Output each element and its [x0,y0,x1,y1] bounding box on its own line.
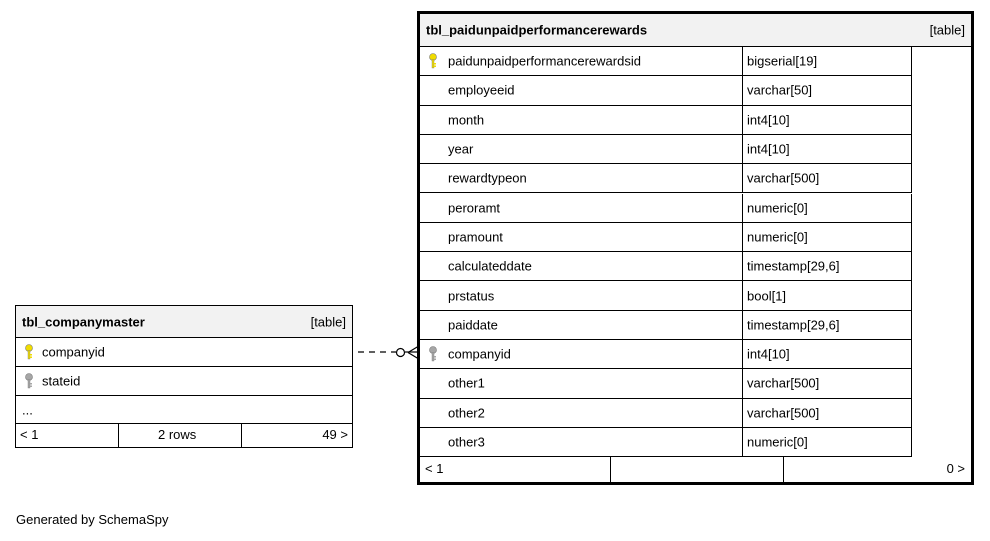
credit-text: Generated by SchemaSpy [16,512,169,527]
column-name: prstatus [448,288,495,304]
table-kind-label: [table] [310,314,346,329]
foreign-key-icon [428,346,438,362]
column-name: other3 [448,434,485,450]
column-row [420,252,912,281]
column-type: numeric[0] [747,434,808,450]
column-name: rewardtypeon [448,170,527,186]
column-divider [742,311,743,339]
column-name: other2 [448,405,485,421]
column-type: int4[10] [747,112,790,128]
column-name: year [448,141,474,157]
column-type: varchar[50] [747,82,813,98]
column-row [16,338,352,367]
column-name: paidunpaidperformancerewardsid [448,53,641,69]
column-row [420,340,912,369]
column-type: int4[10] [747,141,790,157]
column-type: timestamp[29,6] [747,317,840,333]
column-divider [742,399,743,427]
column-divider [742,106,743,134]
column-name: employeeid [448,82,515,98]
column-divider [742,223,743,251]
column-name: month [448,112,485,128]
column-row [420,399,912,428]
column-divider [742,135,743,163]
primary-key-icon [24,344,34,360]
column-row [420,106,912,135]
column-name: paiddate [448,317,498,333]
column-divider [742,164,743,192]
footer-next-link[interactable]: 49 > [322,427,348,442]
column-divider [742,428,743,456]
column-type: bigserial[19] [747,53,818,69]
table-header [420,14,971,47]
column-type: int4[10] [747,346,790,362]
column-divider [742,47,743,75]
column-name: other1 [448,375,485,391]
footer-next-link[interactable]: 0 > [946,461,965,476]
column-name: calculateddate [448,258,532,274]
column-row [420,311,912,340]
column-type: numeric[0] [747,229,808,245]
column-name: pramount [448,229,503,245]
column-row [16,367,352,396]
column-divider [742,252,743,280]
column-row [420,135,912,164]
column-divider [742,76,743,104]
more-columns-row [16,396,352,424]
column-row [420,223,912,252]
footer-prev-link[interactable]: < 1 [20,427,39,442]
column-row [420,281,912,310]
column-name: stateid [42,373,81,389]
table-name[interactable]: tbl_companymaster [22,314,145,329]
column-divider [742,281,743,309]
column-row [420,164,912,193]
foreign-key-icon [24,373,34,389]
primary-key-icon [428,53,438,69]
table-name[interactable]: tbl_paidunpaidperformancerewards [426,22,648,38]
footer-prev-link[interactable]: < 1 [425,461,444,476]
column-row [420,76,912,105]
column-row [420,194,912,223]
more-columns-ellipsis: ... [22,402,33,417]
column-name: companyid [42,344,105,360]
column-type: varchar[500] [747,405,820,421]
column-type: numeric[0] [747,200,808,216]
column-name: peroramt [448,200,501,216]
column-row [420,47,912,76]
table-header [16,306,352,338]
column-type: timestamp[29,6] [747,258,840,274]
table-paidunpaidperformancerewards[interactable] [417,11,974,485]
column-divider [742,340,743,368]
footer-row-count: 2 rows [158,427,197,442]
column-divider [742,194,743,222]
column-row [420,369,912,398]
column-divider [742,369,743,397]
column-row [420,428,912,457]
column-name: companyid [448,346,511,362]
table-companymaster[interactable] [15,305,353,448]
column-type: bool[1] [747,288,787,304]
table-kind-label: [table] [929,22,965,38]
column-type: varchar[500] [747,375,820,391]
column-type: varchar[500] [747,170,820,186]
